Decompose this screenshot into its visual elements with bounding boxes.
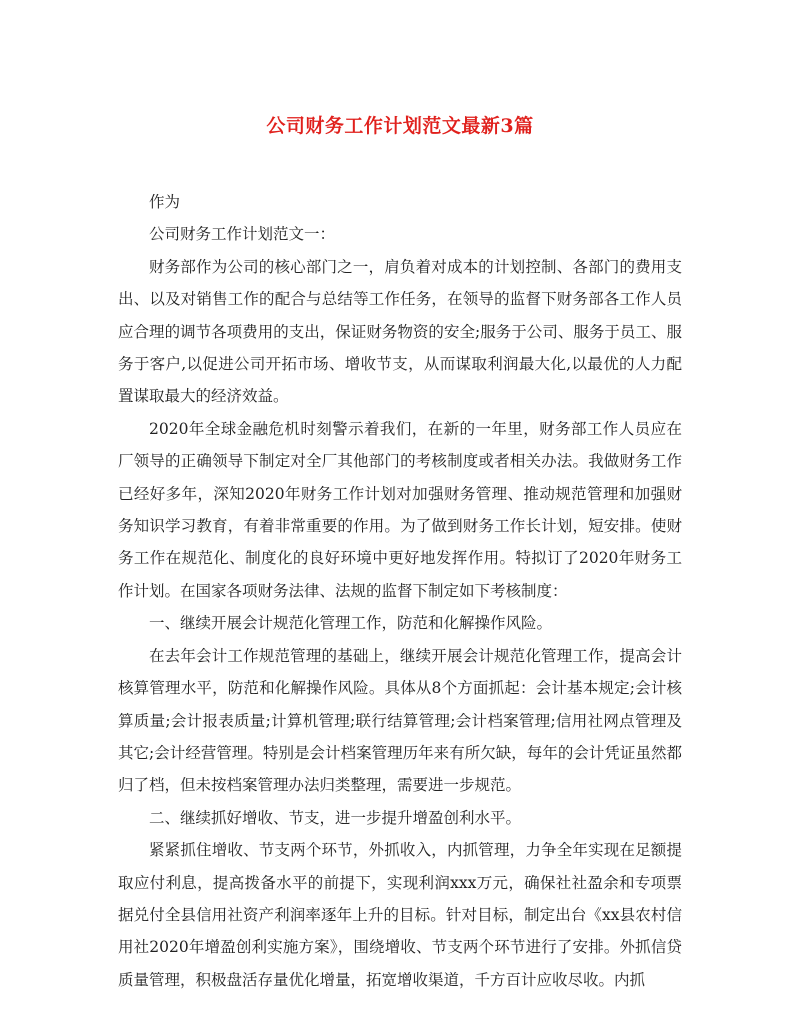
paragraph: 2020年全球金融危机时刻警示着我们，在新的一年里，财务部工作人员应在厂领导的正确领导下制定对全厂其他部门的考核制度或者相关办法。我做财务工作已经好多年，深知2020年财务工作计划对加强财务管理、推动规范管理和加强财务知识学习教育，有着非常重要的作用。为了做到财务工作长计划，短安排。使财务工作在规范化、制度化的良好环境中更好地发挥作用。特拟订了2020年财务工作计划。在国家各项财务法律、法规的监督下制定如下考核制度： [118,419,682,600]
paragraph-subheading: 一、继续开展会计规范化管理工作，防范和化解操作风险。 [149,614,553,633]
document-title: 公司财务工作计划范文最新3篇 [266,115,534,137]
paragraph-subheading: 二、继续抓好增收、节支，进一步提升增盈创利水平。 [149,808,522,827]
paragraph-section-heading: 公司财务工作计划范文一： [149,225,336,244]
paragraph: 紧紧抓住增收、节支两个环节，外抓收入，内抓管理，力争全年实现在足额提取应付利息，提高拨备水平的前提下，实现利润xxx万元，确保社社盈余和专项票据兑付全县信用社资产利润率逐年上升的目标。针对目标，制定出台《xx县农村信用社2020年增盈创利实施方案》，围绕增收、节支两个环节进行了安排。外抓信贷质量管理，积极盘活存量优化增量，拓宽增收渠道，千方百计应收尽收。内抓 [118,841,682,989]
paragraph-intro: 作为 [149,193,181,211]
paragraph: 财务部作为公司的核心部门之一，肩负着对成本的计划控制、各部门的费用支出、以及对销售工作的配合与总结等工作任务，在领导的监督下财务部各工作人员应合理的调节各项费用的支出，保证财务物资的安全;服务于公司、服务于员工、服务于客户,以促进公司开拓市场、增收节支，从而谋取利润最大化,以最优的人力配置谋取最大的经济效益。 [118,257,682,406]
document-body [118,186,682,996]
paragraph: 在去年会计工作规范管理的基础上，继续开展会计规范化管理工作，提高会计核算管理水平，防范和化解操作风险。具体从8个方面抓起：会计基本规定;会计核算质量;会计报表质量;计算机管理;联行结算管理;会计档案管理;信用社网点管理及其它;会计经营管理。特别是会计档案管理历年来有所欠缺，每年的会计凭证虽然都归了档，但未按档案管理办法归类整理，需要进一步规范。 [118,646,682,795]
